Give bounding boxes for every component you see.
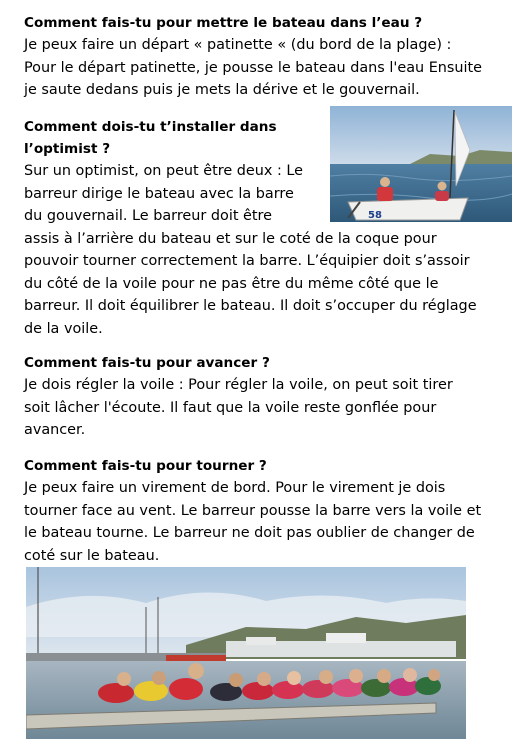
section-title: Comment fais-tu pour mettre le bateau dans l’eau ? — [24, 15, 423, 31]
section-text — [24, 374, 453, 442]
text-line: le bateau tourne. Le barreur ne doit pas oublier de changer de — [24, 525, 475, 541]
text-line: barreur. Il doit équilibrer le bateau. Il doit s’occuper du réglage — [24, 298, 477, 314]
text-line: de la voile. — [24, 320, 103, 337]
title-line: l’optimist ? — [24, 141, 111, 157]
section-title: Comment fais-tu pour avancer ? — [24, 355, 270, 371]
section-text — [24, 34, 482, 102]
section-launch — [24, 12, 482, 102]
text-line: pouvoir tourner correctement la barre. L’équipier doit s’assoir — [24, 253, 470, 269]
text-line: Je dois régler la voile : Pour régler la voile, on peut soit tirer — [24, 377, 453, 393]
text-line: tourner face au vent. Le barreur pousse la barre vers la voile et — [24, 502, 482, 519]
section-turn — [24, 455, 481, 567]
section-text — [24, 477, 481, 567]
title-line: Comment dois-tu t’installer dans — [24, 119, 277, 135]
text-line: avancer. — [24, 422, 86, 438]
text-line: Pour le départ patinette, je pousse le bateau dans l'eau Ensuite — [24, 59, 483, 76]
text-line: barreur dirige le bateau avec la barre — [24, 185, 294, 202]
section-advance — [24, 352, 453, 442]
group-pontoon-photo — [26, 567, 466, 739]
optimist-boat-photo — [330, 106, 512, 222]
text-line: je saute dedans puis je mets la dérive et le gouvernail. — [24, 82, 420, 98]
section-title: Comment fais-tu pour tourner ? — [24, 458, 267, 474]
text-line: coté sur le bateau. — [24, 547, 160, 564]
text-line: assis à l’arrière du bateau et sur le coté de la coque pour — [24, 230, 437, 247]
text-line: du gouvernail. Le barreur doit être — [24, 208, 272, 224]
text-line: Je peux faire un virement de bord. Pour le virement je dois — [24, 480, 446, 496]
text-line: soit lâcher l'écoute. Il faut que la voile reste gonflée pour — [24, 399, 437, 416]
text-line: Je peux faire un départ « patinette « (du bord de la plage) : — [24, 37, 452, 53]
text-line: du côté de la voile pour ne pas être du même côté que le — [24, 275, 439, 292]
sail-number: 58 — [368, 210, 382, 221]
text-line: Sur un optimist, on peut être deux : Le — [24, 163, 304, 179]
